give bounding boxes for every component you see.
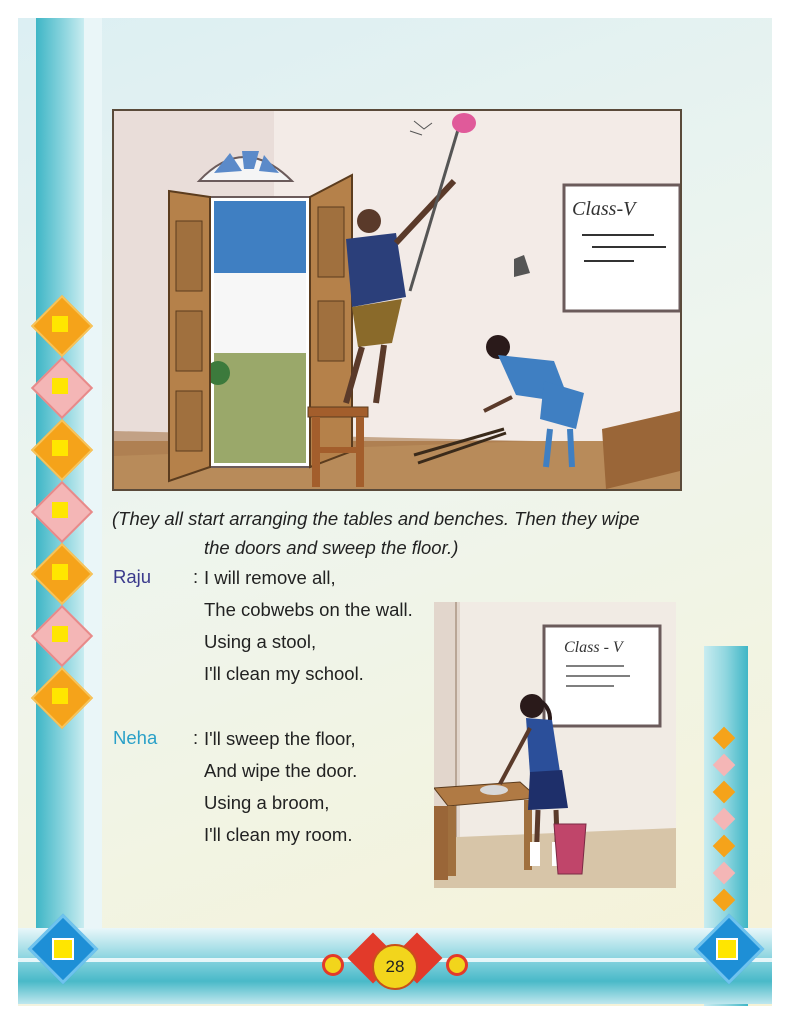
verse-line: I'll sweep the floor, — [204, 728, 356, 749]
speaker-colon: : — [193, 727, 199, 748]
verse-line: Using a broom, — [204, 792, 330, 813]
caption-line-2: the doors and sweep the floor.) — [204, 537, 459, 558]
ornament-center — [52, 502, 68, 518]
caption-line-1: (They all start arranging the tables and benches. Then they wipe — [112, 508, 640, 529]
verse-line: The cobwebs on the wall. — [204, 599, 413, 620]
illustration-cleaning-classroom — [112, 109, 682, 491]
ornament-center — [52, 688, 68, 704]
board-text-bottom: Class - V — [564, 639, 623, 656]
verse-line: Using a stool, — [204, 631, 317, 652]
page-number: 28 — [372, 944, 418, 990]
scene-caption — [112, 504, 712, 562]
board-text-top: Class-V — [572, 198, 636, 220]
page-ornament-circle — [322, 954, 344, 976]
ornament-center — [52, 626, 68, 642]
page-ornament-circle — [446, 954, 468, 976]
ornament-center — [52, 440, 68, 456]
ornament-center — [52, 316, 68, 332]
speaker-neha: Neha — [113, 727, 158, 748]
verse-line: I'll clean my school. — [204, 663, 364, 684]
ornament-center — [52, 564, 68, 580]
corner-ornament-center — [716, 938, 738, 960]
illustration-girl-wiping-table — [434, 602, 676, 888]
ornament-center — [52, 378, 68, 394]
speaker-raju: Raju — [113, 566, 152, 587]
speaker-colon: : — [193, 566, 199, 587]
verse-line: And wipe the door. — [204, 760, 358, 781]
raju-verse — [204, 562, 413, 690]
verse-line: I will remove all, — [204, 567, 336, 588]
neha-verse — [204, 723, 357, 851]
corner-ornament-center — [52, 938, 74, 960]
verse-line: I'll clean my room. — [204, 824, 353, 845]
